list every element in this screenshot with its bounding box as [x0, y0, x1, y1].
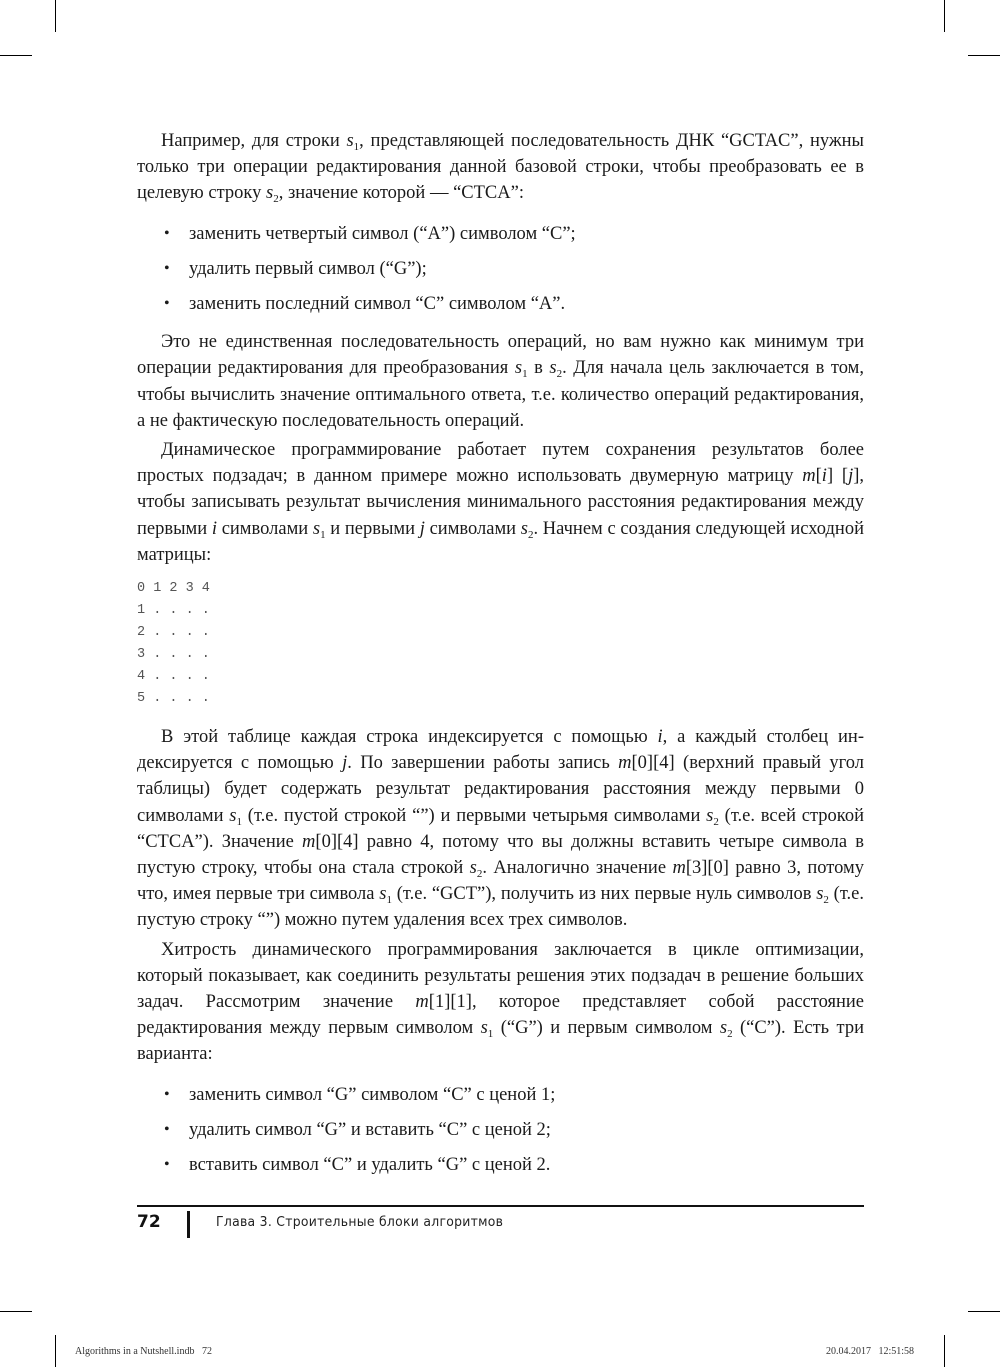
index: [0][4] [631, 753, 675, 774]
running-chapter-title: Глава 3. Строительные блоки алгоритмов [216, 1214, 504, 1230]
crop-mark [55, 0, 56, 32]
operations-list [137, 221, 864, 318]
text: символами [424, 518, 521, 539]
var-s: s [816, 884, 824, 905]
text: , чтобы записывать результат вычисления минимального расстояния редактирования между первыми [137, 466, 864, 539]
var-j: j [848, 466, 854, 487]
text: . По завершении работы запись [347, 753, 619, 774]
matrix-line: 4 . . . . [137, 669, 210, 685]
subscript: 1 [353, 141, 360, 153]
text: Это не единственная последовательность операций, но вам нужно как минимум три операции редактирования для преобразования [137, 332, 864, 379]
paragraph-example [137, 128, 864, 207]
var-s: s [229, 805, 237, 826]
paragraph-table-indexing [137, 724, 864, 934]
matrix-line: 3 . . . . [137, 647, 210, 663]
text: В этой таблице каждая строка индексируется с помощью [161, 727, 658, 748]
list-item-text: заменить четвертый символ (“A”) символом “C”; [189, 223, 576, 244]
text: (“G”) и первым символом [493, 1018, 720, 1039]
crop-mark [968, 1311, 1000, 1312]
bullet-icon: • [164, 1156, 170, 1174]
index: [3][0] [685, 858, 729, 879]
footer-divider [187, 1211, 190, 1238]
paragraph-dynamic-programming: Динамическое программирование работает путем сохранения результатов более простых подзадач; в данном примере можно использовать двумерную матрицу m[i] [j], чтобы записывать результат вычисления минимального расстояния редактирования между первыми i символами $s_1$ и первыми j символами $s_2$. Начнем с создания следующей исходной матрицы: [137, 440, 864, 565]
matrix-line: 0 1 2 3 4 [137, 581, 210, 597]
text: Динамическое программирование работает путем сохранения результатов более простых подзадач; в данном примере можно использовать двумерную матрицу [137, 440, 864, 487]
var-s: s [346, 131, 354, 151]
var-i: i [211, 518, 217, 539]
list-item [137, 256, 864, 282]
text: символами [216, 518, 313, 539]
text: и первыми [325, 518, 420, 539]
text: равно 4, потому что вы должны вставить четыре символа в пустую строку, чтобы она стала строкой [137, 831, 864, 879]
subscript: 1 [236, 815, 242, 828]
var-s: s [312, 518, 321, 539]
list-item [137, 221, 864, 247]
list-item [137, 1117, 864, 1143]
var-m: m [618, 753, 632, 774]
list-item [137, 1152, 864, 1178]
bullet-icon: • [164, 1085, 170, 1103]
text: (т.е. “GCT”), получить из них первые нуль символов [391, 884, 817, 905]
bullet-icon: • [164, 295, 170, 313]
page-body [137, 128, 864, 1190]
var-j: j [419, 518, 425, 539]
text: в [527, 358, 550, 379]
initial-matrix [137, 578, 864, 710]
list-item-text: удалить символ “G” и вставить “C” с ценой 2; [189, 1119, 551, 1140]
bullet-icon: • [164, 1120, 170, 1138]
subscript: 2 [823, 894, 829, 907]
index: [0][4] [315, 831, 359, 852]
subscript: 1 [320, 528, 326, 541]
text: (т.е. пустой строкой “”) и первыми четырьмя символами [242, 805, 707, 826]
crop-mark [968, 55, 1000, 56]
text: равно 3, потому что, имея первые три символа [137, 858, 865, 905]
print-slug-date: 20.04.2017 12:51:58 [826, 1346, 915, 1357]
var-m: m [302, 831, 316, 852]
text: (т.е. пустую строку “”) можно путем удаления всех трех символов. [137, 884, 864, 931]
subscript: 2 [556, 368, 563, 381]
var-s: s [719, 1018, 728, 1039]
paragraph-trick [137, 937, 864, 1068]
matrix-line: 2 . . . . [137, 625, 210, 641]
subscript: 1 [487, 1028, 494, 1041]
text: , значение которой — “CTCA”: [278, 183, 524, 204]
crop-mark [55, 1335, 56, 1367]
page-number: 72 [137, 1212, 161, 1232]
bullet-icon: • [164, 224, 170, 242]
var-m: m [415, 992, 429, 1013]
subscript: 2 [727, 1028, 733, 1041]
text: (верхний правый угол таблицы) будет содержать результат редактирования расстояния между первыми 0 символами [137, 753, 864, 826]
list-item-text: заменить символ “G” символом “C” с ценой 1; [189, 1084, 556, 1105]
bullet-icon: • [164, 259, 170, 277]
text: , которое представляет собой расстояние редактирования между первым символом [137, 992, 865, 1039]
index: [1][1] [428, 992, 472, 1013]
matrix-line: 1 . . . . [137, 603, 210, 619]
list-item [137, 291, 864, 317]
var-j: j [342, 753, 348, 774]
text: Хитрость динамического программирования заключается в цикле оптимизации, который показывает, как соединить результаты решения этих подзадач в решение больших задач. Рассмотрим значение [137, 939, 864, 1013]
footer-rule [137, 1205, 864, 1207]
subscript: 2 [713, 815, 719, 828]
text: , представляющей последовательность ДНК “GCTAC”, нужны только три операции редактирования данной базовой строки, чтобы преобразовать ее в целевую строку [137, 131, 864, 204]
paragraph-not-only [137, 329, 864, 434]
text: Например, для строки [161, 131, 347, 151]
var-s: s [514, 358, 523, 379]
matrix-line: 5 . . . . [137, 691, 210, 707]
subscript: 2 [273, 193, 279, 206]
subscript: 2 [527, 528, 534, 541]
var-s: s [706, 805, 714, 826]
crop-mark [944, 0, 945, 32]
text: . Для начала цель заключается в том, чтобы вычислить значение оптимального ответа, т.е. количество операций редактирования, а не фактическую последовательность операций. [137, 358, 864, 431]
print-slug-file: Algorithms in a Nutshell.indb 72 [75, 1346, 212, 1357]
var-s: s [480, 1018, 488, 1039]
text: . Аналогично значение [482, 858, 673, 879]
var-m: m [802, 466, 816, 487]
var-s: s [265, 183, 274, 204]
list-item-text: вставить символ “C” и удалить “G” с ценой 2. [189, 1155, 551, 1176]
subscript: 2 [476, 868, 483, 881]
var-s: s [549, 358, 557, 379]
var-i: i [821, 466, 827, 487]
subscript: 1 [522, 368, 528, 381]
text: . Начнем с создания следующей исходной матрицы: [137, 518, 864, 565]
var-s: s [520, 518, 528, 539]
list-item [137, 1082, 864, 1108]
variants-list [137, 1082, 864, 1179]
var-m: m [672, 858, 686, 879]
var-s: s [379, 884, 387, 905]
text: , а каждый столбец индексируется с помощью [137, 727, 864, 774]
var-i: i [657, 727, 663, 748]
var-s: s [469, 858, 477, 879]
crop-mark [0, 55, 32, 56]
crop-mark [0, 1311, 32, 1312]
list-item-text: заменить последний символ “C” символом “A”. [189, 294, 566, 315]
text: (“C”). Есть три варианта: [137, 1018, 864, 1065]
subscript: 1 [386, 894, 392, 907]
text: (т.е. всей строкой “CTCA”). Значение [137, 805, 864, 852]
crop-mark [944, 1335, 945, 1367]
list-item-text: удалить первый символ (“G”); [189, 258, 427, 279]
